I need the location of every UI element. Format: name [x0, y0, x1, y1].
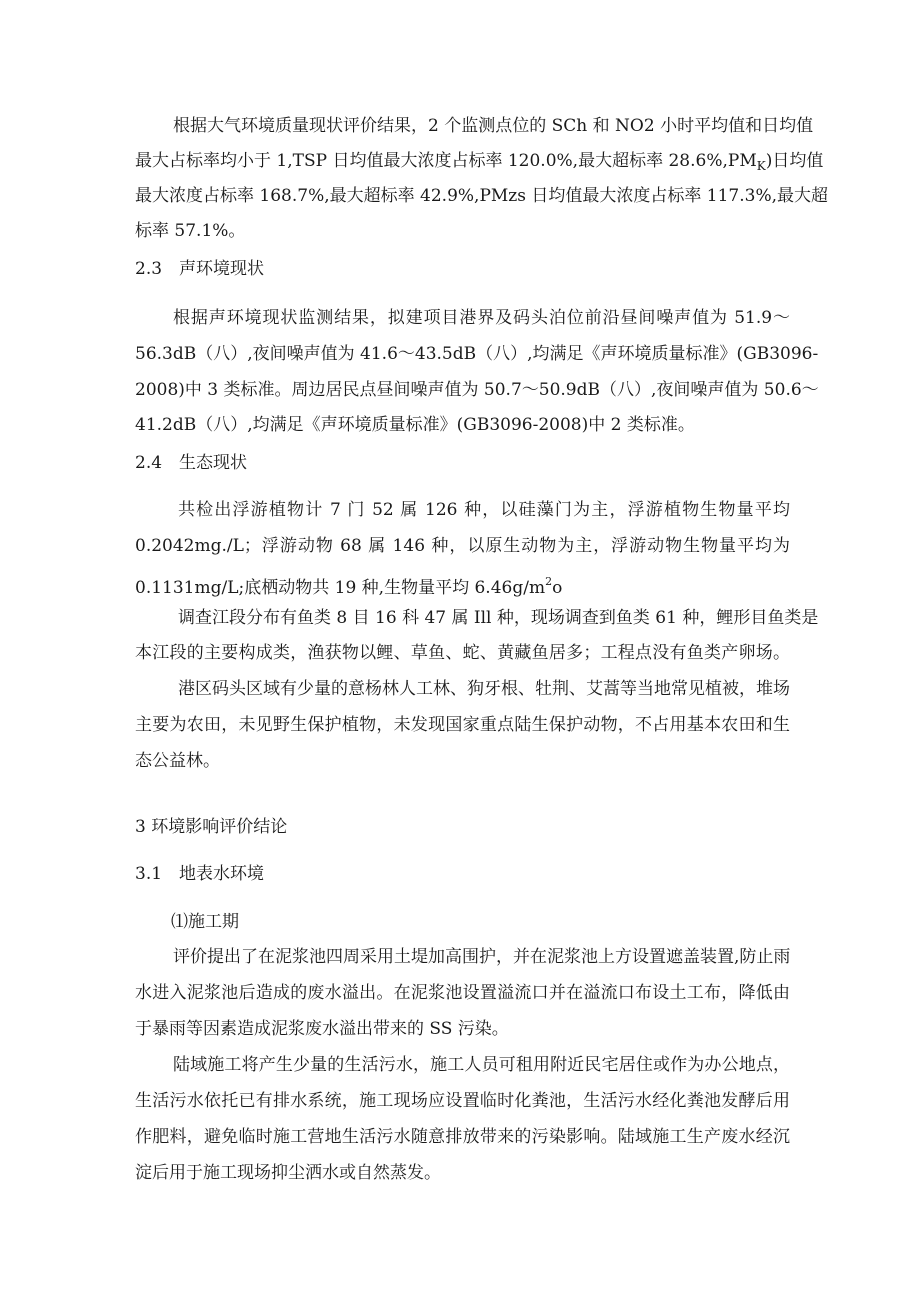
- sound-line-4: 41.2dB（八）,均满足《声环境质量标准》(GB3096-2008)中 2 类标准。: [135, 415, 695, 435]
- section-heading-2-4: 2.4 生态现状: [135, 453, 248, 473]
- subheading-construction-period: ⑴施工期: [171, 912, 239, 932]
- air-quality-line-2: [135, 149, 824, 178]
- plankton-line-1: 共检出浮游植物计 7 门 52 属 126 种，以硅藻门为主，浮游植物生物量平均: [178, 500, 790, 520]
- fish-line-1: 调查江段分布有鱼类 8 目 16 科 47 属 Ill 种，现场调查到鱼类 61 种，鲤形目鱼类是: [178, 608, 819, 628]
- air-quality-line-2-tail: )日均值: [765, 151, 824, 171]
- sound-line-2: 56.3dB（八）,夜间噪声值为 41.6～43.5dB（八）,均满足《声环境质量标准》(GB3096-: [135, 344, 819, 364]
- water-line-3: 于暴雨等因素造成泥浆废水溢出带来的 SS 污染。: [135, 1019, 509, 1039]
- pm-subscript: K: [756, 159, 766, 173]
- section-heading-3-1: 3.1 地表水环境: [135, 864, 265, 884]
- vegetation-line-3: 态公益林。: [135, 751, 220, 771]
- water-line-1: 评价提出了在泥浆池四周采用土堤加高围护，并在泥浆池上方设置遮盖装置,防止雨: [173, 947, 791, 967]
- plankton-line-3-text: 0.1131mg/L;底栖动物共 19 种,生物量平均 6.46g∕m: [135, 578, 546, 598]
- air-quality-line-2-text: 最大占标率均小于 1,TSP 日均值最大浓度占标率 120.0%,最大超标率 28.6%,PM: [135, 151, 757, 171]
- section-heading-3: 3 环境影响评价结论: [135, 817, 288, 837]
- sound-line-3: 2008)中 3 类标准。周边居民点昼间噪声值为 50.7～50.9dB（八）,夜间噪声值为 50.6～: [135, 380, 819, 400]
- plankton-line-2: 0.2042mg./L；浮游动物 68 属 146 种，以原生动物为主，浮游动物生物量平均为: [135, 536, 790, 556]
- section-heading-2-3: 2.3 声环境现状: [135, 259, 265, 279]
- plankton-line-3: [135, 570, 790, 600]
- sound-line-1: 根据声环境现状监测结果，拟建项目港界及码头泊位前沿昼间噪声值为 51.9～: [173, 308, 790, 328]
- plankton-line-3-tail: o: [552, 578, 563, 598]
- unit-superscript: 2: [545, 575, 553, 588]
- vegetation-line-2: 主要为农田，未见野生保护植物，未发现国家重点陆生保护动物，不占用基本农田和生: [135, 715, 790, 735]
- sewage-line-3: 作肥料，避免临时施工营地生活污水随意排放带来的污染影响。陆域施工生产废水经沉: [135, 1127, 790, 1147]
- water-line-2: 水进入泥浆池后造成的废水溢出。在泥浆池设置溢流口并在溢流口布设土工布，降低由: [135, 983, 790, 1003]
- sewage-line-1: 陆域施工将产生少量的生活污水，施工人员可租用附近民宅居住或作为办公地点，: [173, 1055, 790, 1075]
- air-quality-line-1: 根据大气环境质量现状评价结果，2 个监测点位的 SCh 和 NO2 小时平均值和日均值: [173, 116, 814, 136]
- air-quality-line-4: 标率 57.1%。: [135, 221, 246, 241]
- air-quality-line-3: 最大浓度占标率 168.7%,最大超标率 42.9%,PMzs 日均值最大浓度占标率 117.3%,最大超: [135, 186, 828, 206]
- sewage-line-2: 生活污水依托已有排水系统，施工现场应设置临时化粪池，生活污水经化粪池发酵后用: [135, 1091, 790, 1111]
- fish-line-2: 本江段的主要构成类，渔获物以鲤、草鱼、蛇、黄藏鱼居多；工程点没有鱼类产卵场。: [135, 643, 790, 663]
- vegetation-line-1: 港区码头区域有少量的意杨林人工林、狗牙根、牡荆、艾蒿等当地常见植被，堆场: [178, 679, 790, 699]
- sewage-line-4: 淀后用于施工现场抑尘洒水或自然蒸发。: [135, 1163, 441, 1183]
